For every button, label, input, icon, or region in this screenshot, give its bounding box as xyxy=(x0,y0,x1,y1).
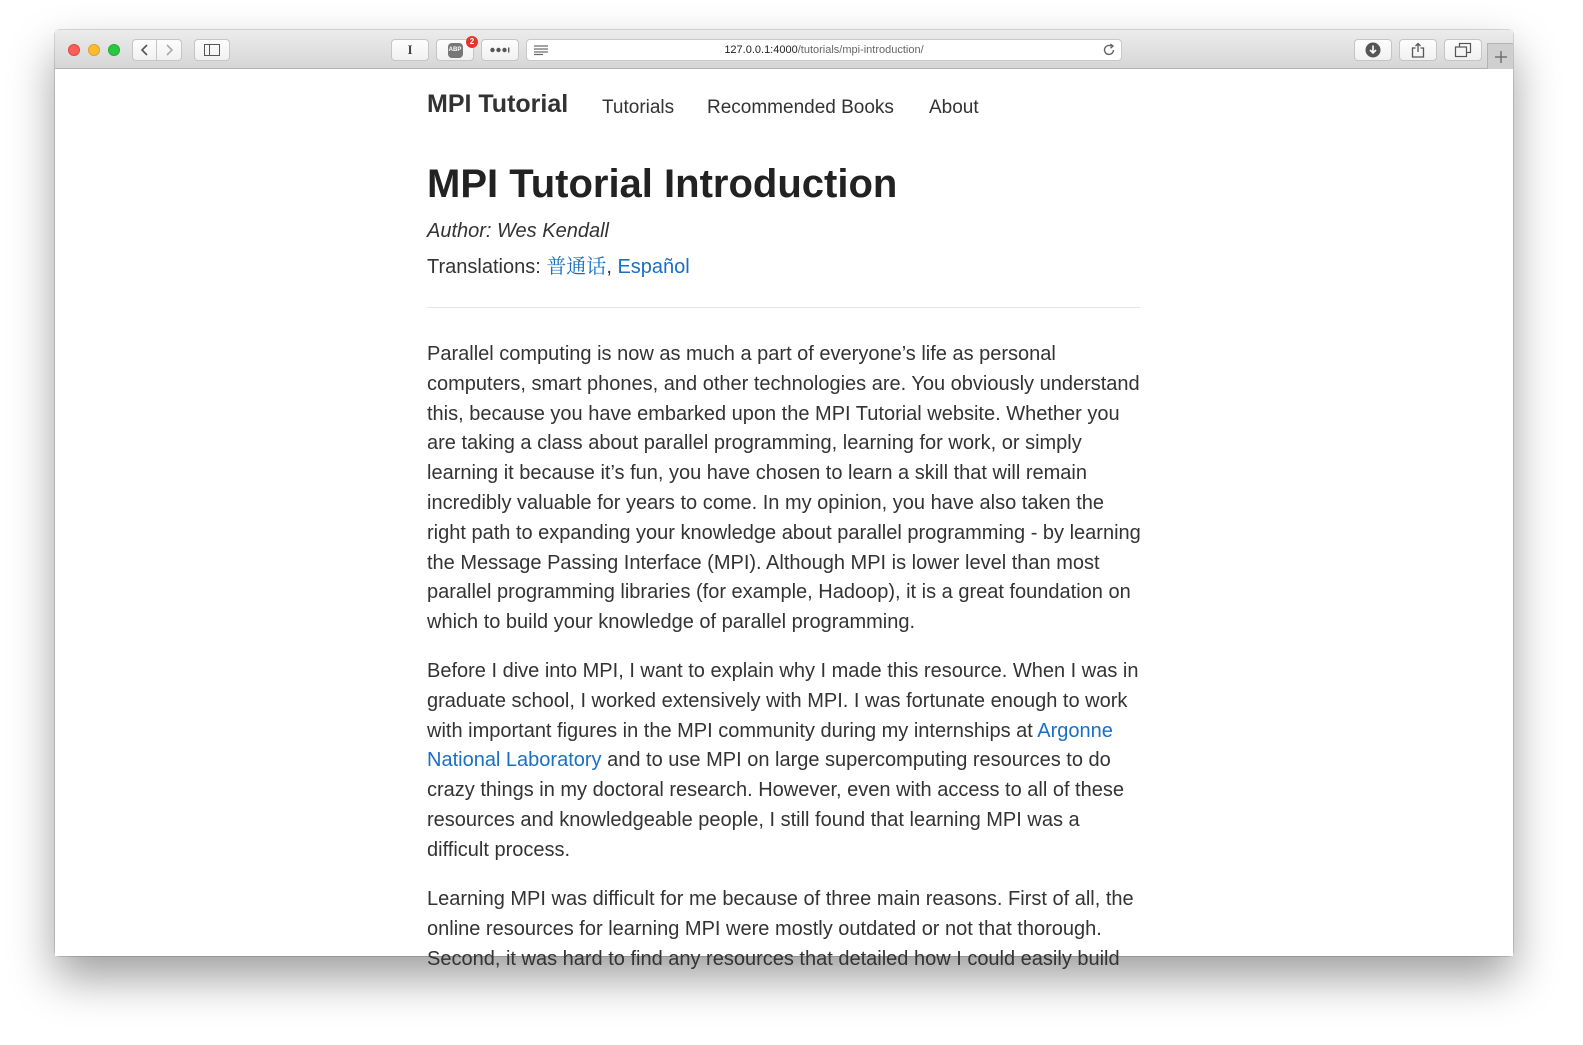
header-divider xyxy=(427,307,1140,308)
translation-link-spanish[interactable]: Español xyxy=(617,256,690,278)
share-icon xyxy=(1411,42,1425,58)
author-line: Author: Wes Kendall xyxy=(427,220,609,242)
adblock-button[interactable] xyxy=(436,39,474,61)
nav-link-tutorials[interactable]: Tutorials xyxy=(602,97,675,118)
forward-button[interactable] xyxy=(156,39,182,61)
translations-label: Translations: xyxy=(427,256,547,278)
reload-icon[interactable] xyxy=(1102,43,1116,57)
share-button[interactable] xyxy=(1399,39,1437,61)
sidebar-toggle-button[interactable] xyxy=(194,39,230,61)
browser-toolbar xyxy=(55,30,1513,69)
browser-window xyxy=(55,30,1513,970)
address-bar[interactable] xyxy=(526,39,1122,61)
url-host: 127.0.0.1:4000 xyxy=(724,44,798,56)
more-dots-icon xyxy=(490,47,510,53)
downloads-button[interactable] xyxy=(1354,39,1392,61)
paragraph-3: Learning MPI was difficult for me because of three main reasons. First of all, the online resources for learning MPI were mostly outdated or not that thorough. Second, it was hard to find any resources that detailed how I could easily build xyxy=(427,888,1134,970)
adblock-icon: ABP xyxy=(448,43,463,58)
text-cursor-icon: I xyxy=(407,42,413,57)
argonne-link[interactable]: Argonne National Laboratory xyxy=(427,719,1113,772)
minimize-window-button[interactable] xyxy=(88,44,100,56)
sidebar-icon xyxy=(204,44,220,56)
zoom-window-button[interactable] xyxy=(108,44,120,56)
page-title: MPI Tutorial Introduction xyxy=(427,162,898,206)
page-content xyxy=(55,69,1513,970)
back-arrow-icon xyxy=(140,44,150,56)
paragraph-2-text-end: and to use MPI on large supercomputing resources to do crazy things in my doctoral research. However, even with access to all of these resources and knowledgeable people, I still found that learning MPI was a difficult process. xyxy=(427,749,1124,861)
tab-overview-button[interactable] xyxy=(1444,39,1482,61)
translations-line xyxy=(427,250,690,279)
nav-link-about[interactable]: About xyxy=(929,97,979,118)
address-url[interactable] xyxy=(557,44,1091,56)
new-tab-plus-icon xyxy=(1495,51,1507,63)
download-icon xyxy=(1365,42,1381,58)
translation-link-mandarin[interactable]: 普通话 xyxy=(546,256,607,278)
close-window-button[interactable] xyxy=(68,44,80,56)
new-tab-button[interactable] xyxy=(1487,43,1513,69)
nav-link-recommended-books[interactable]: Recommended Books xyxy=(707,97,894,118)
paragraph-1: Parallel computing is now as much a part of everyone’s life as personal computers, smart phones, and other technologies are. You obviously understand this, because you have embarked upon the MPI Tutorial website. Whether you are taking a class about parallel programming, learning for work, or simply learning it because it’s fun, you have chosen to learn a skill that will remain incredibly valuable for years to come. In my opinion, you have also taken the right path to expanding your knowledge about parallel programming - by learning the Message Passing Interface (MPI). Although MPI is lower level than most parallel programming libraries (for example, Hadoop), it is a great foundation on which to build your knowledge of parallel programming. xyxy=(427,343,1141,634)
site-brand-link[interactable]: MPI Tutorial xyxy=(427,90,569,118)
url-path: /tutorials/mpi-introduction/ xyxy=(797,44,924,56)
adblock-badge: 2 xyxy=(466,36,478,48)
forward-arrow-icon xyxy=(164,44,174,56)
reader-menu-icon[interactable] xyxy=(534,45,548,55)
more-extensions-button[interactable] xyxy=(481,39,519,61)
paragraph-2 xyxy=(427,657,1142,866)
back-button[interactable] xyxy=(132,39,157,61)
translations-separator: , xyxy=(606,256,618,278)
text-cursor-button[interactable] xyxy=(391,39,429,61)
tabs-icon xyxy=(1455,43,1471,57)
paragraph-2-text-start: Before I dive into MPI, I want to explain why I made this resource. When I was in graduate school, I worked extensively with MPI. I was fortunate enough to work with important figures in the MPI community during my internships at xyxy=(427,660,1139,742)
